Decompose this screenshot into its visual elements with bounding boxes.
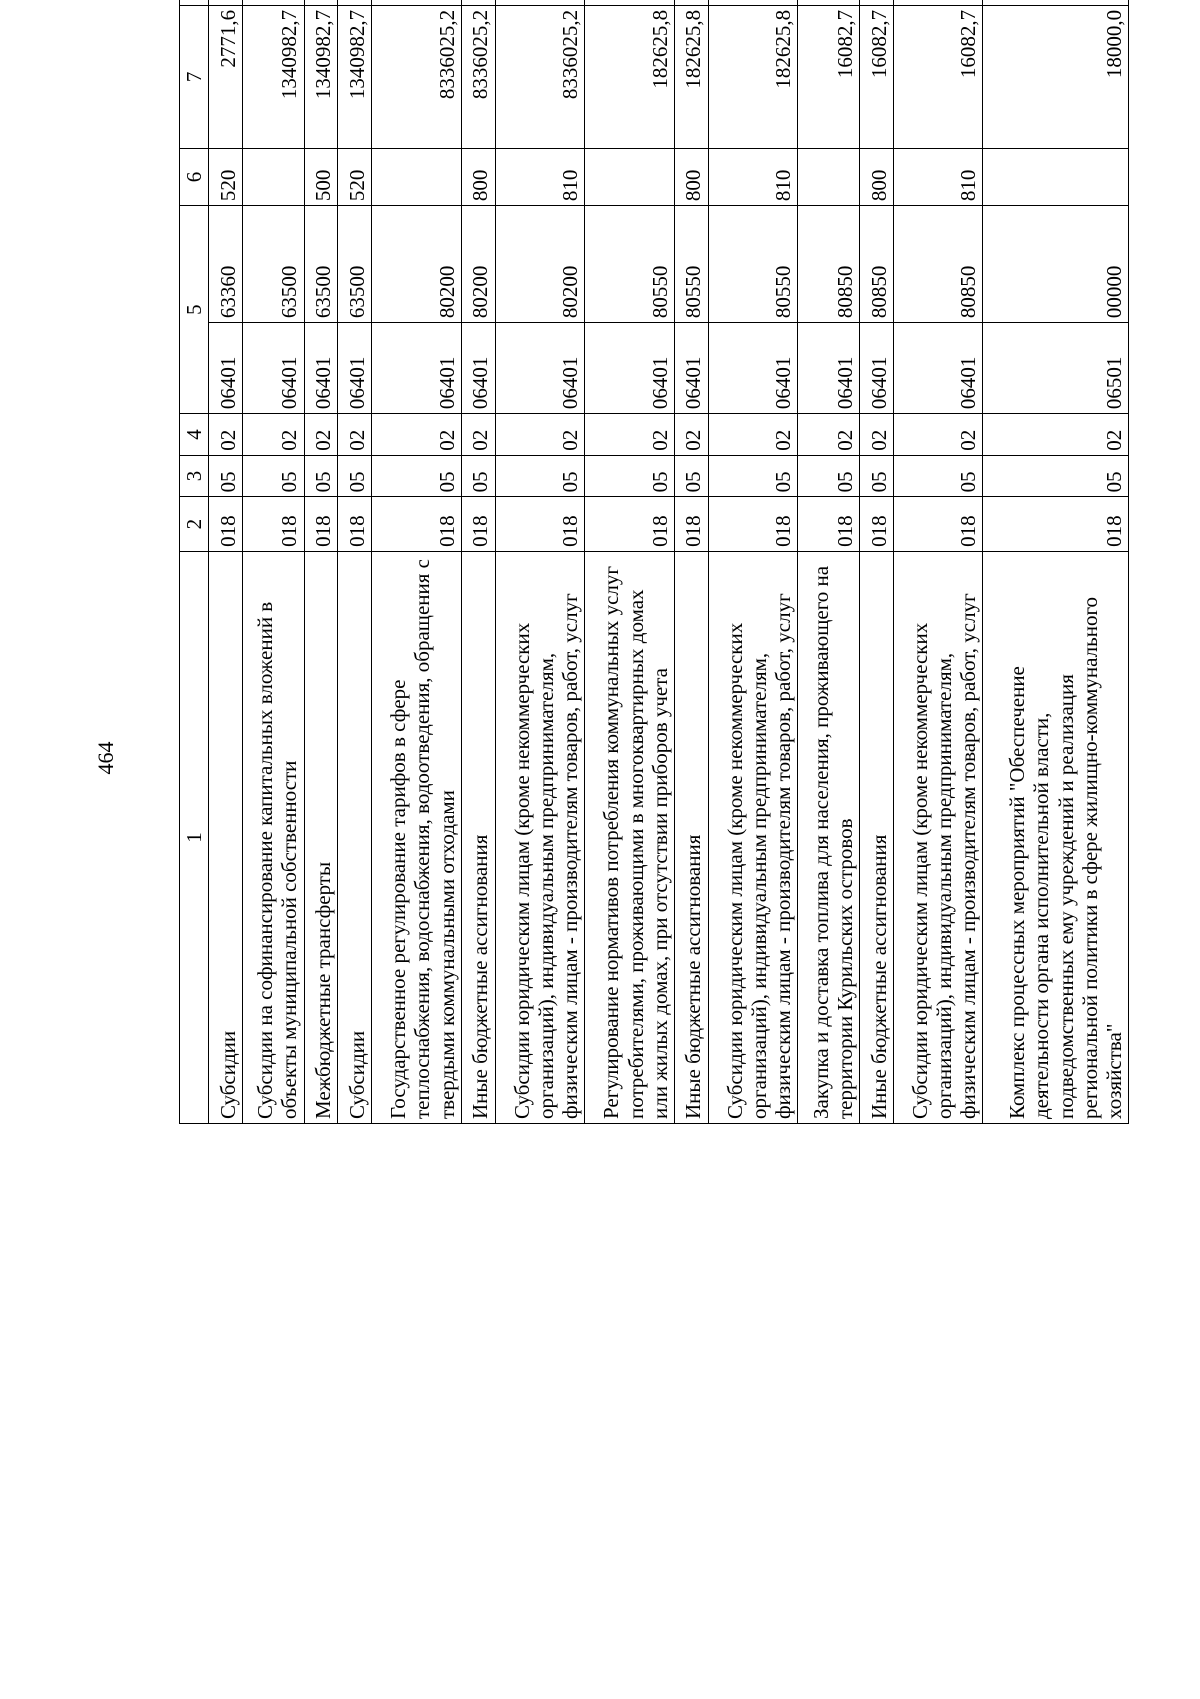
amount-col7-cell: 182625,8	[585, 5, 675, 148]
ministry-code-cell: 018	[372, 497, 462, 552]
table-row	[674, 0, 708, 1124]
amount-col8-cell	[461, 0, 495, 5]
row-name-cell: Комплекс процессных мероприятий "Обеспечение деятельности органа исполнительной власти, подведомственных ему учреждений и реализация региональной политики в сфере жилищно-коммунального хозяйства"	[983, 551, 1129, 1123]
subsection-code-cell: 02	[495, 414, 585, 456]
amount-col7-cell: 8336025,2	[372, 5, 462, 148]
expense-type-cell	[242, 148, 304, 205]
item-code-cell: 80850	[893, 206, 983, 323]
header-col-6: 6	[180, 148, 209, 205]
amount-col7-cell: 182625,8	[708, 5, 798, 148]
ministry-code-cell: 018	[983, 497, 1129, 552]
item-code-cell: 63500	[242, 206, 304, 323]
table-row	[708, 0, 798, 1124]
program-code-cell: 06401	[674, 323, 708, 414]
ministry-code-cell: 018	[798, 497, 860, 552]
amount-col8-cell	[338, 0, 372, 5]
amount-col8-cell	[798, 0, 860, 5]
program-code-cell: 06401	[798, 323, 860, 414]
table-row	[304, 0, 338, 1124]
item-code-cell: 80550	[674, 206, 708, 323]
expense-type-cell: 810	[495, 148, 585, 205]
program-code-cell: 06401	[893, 323, 983, 414]
subsection-code-cell: 02	[708, 414, 798, 456]
row-name-cell: Межбюджетные трансферты	[304, 551, 338, 1123]
subsection-code-cell: 02	[209, 414, 243, 456]
header-col-1: 1	[180, 551, 209, 1123]
amount-col7-cell: 16082,7	[893, 5, 983, 148]
row-name-cell: Иные бюджетные ассигнования	[859, 551, 893, 1123]
expense-type-cell: 800	[674, 148, 708, 205]
header-col-2: 2	[180, 497, 209, 552]
subsection-code-cell: 02	[798, 414, 860, 456]
section-code-cell: 05	[893, 455, 983, 497]
program-code-cell: 06401	[338, 323, 372, 414]
row-name-cell: Регулирование нормативов потребления коммунальных услуг потребителями, проживающими в многоквартирных домах или жилых домах, при отсутствии приборов учета	[585, 551, 675, 1123]
amount-col7-cell: 182625,8	[674, 5, 708, 148]
ministry-code-cell: 018	[585, 497, 675, 552]
expense-type-cell: 520	[209, 148, 243, 205]
subsection-code-cell: 02	[338, 414, 372, 456]
header-col-3: 3	[180, 455, 209, 497]
row-name-cell: Иные бюджетные ассигнования	[674, 551, 708, 1123]
expense-type-cell: 520	[338, 148, 372, 205]
amount-col8-cell	[304, 0, 338, 5]
subsection-code-cell: 02	[674, 414, 708, 456]
expense-type-cell: 810	[708, 148, 798, 205]
ministry-code-cell: 018	[893, 497, 983, 552]
amount-col8-cell	[585, 0, 675, 5]
expense-type-cell	[798, 148, 860, 205]
amount-col8-cell	[708, 0, 798, 5]
row-name-cell: Субсидии юридическим лицам (кроме некоммерческих организаций), индивидуальным предпринимателям, физическим лицам - производителям товаров, работ, услуг	[495, 551, 585, 1123]
header-col-5: 5	[180, 206, 209, 414]
table-row	[983, 0, 1129, 1124]
program-code-cell: 06401	[859, 323, 893, 414]
ministry-code-cell: 018	[304, 497, 338, 552]
amount-col8-cell	[674, 0, 708, 5]
table-row	[585, 0, 675, 1124]
expense-type-cell: 500	[304, 148, 338, 205]
row-name-cell: Субсидии юридическим лицам (кроме некоммерческих организаций), индивидуальным предпринимателям, физическим лицам - производителям товаров, работ, услуг	[708, 551, 798, 1123]
row-name-cell: Субсидии	[209, 551, 243, 1123]
program-code-cell: 06401	[209, 323, 243, 414]
amount-col7-cell: 16082,7	[859, 5, 893, 148]
ministry-code-cell: 018	[461, 497, 495, 552]
subsection-code-cell: 02	[242, 414, 304, 456]
program-code-cell: 06401	[304, 323, 338, 414]
amount-col8-cell	[983, 0, 1129, 5]
amount-col7-cell: 8336025,2	[495, 5, 585, 148]
section-code-cell: 05	[983, 455, 1129, 497]
subsection-code-cell: 02	[461, 414, 495, 456]
budget-table	[179, 0, 1129, 1124]
subsection-code-cell: 02	[585, 414, 675, 456]
subsection-code-cell: 02	[372, 414, 462, 456]
program-code-cell: 06401	[372, 323, 462, 414]
table-row	[859, 0, 893, 1124]
page-number: 464	[93, 741, 118, 775]
header-col-8	[180, 0, 209, 5]
amount-col8-cell	[859, 0, 893, 5]
section-code-cell: 05	[708, 455, 798, 497]
program-code-cell: 06401	[461, 323, 495, 414]
item-code-cell: 63500	[338, 206, 372, 323]
budget-table-container	[179, 0, 1129, 1124]
row-name-cell: Закупка и доставка топлива для населения, проживающего на территории Курильских островов	[798, 551, 860, 1123]
section-code-cell: 05	[372, 455, 462, 497]
program-code-cell: 06401	[495, 323, 585, 414]
header-col-4: 4	[180, 414, 209, 456]
ministry-code-cell: 018	[242, 497, 304, 552]
header-row	[180, 0, 209, 1124]
row-name-cell: Субсидии юридическим лицам (кроме некоммерческих организаций), индивидуальным предпринимателям, физическим лицам - производителям товаров, работ, услуг	[893, 551, 983, 1123]
expense-type-cell: 810	[893, 148, 983, 205]
table-row	[242, 0, 304, 1124]
amount-col8-cell	[209, 0, 243, 5]
program-code-cell: 06401	[585, 323, 675, 414]
expense-type-cell: 800	[461, 148, 495, 205]
amount-col8-cell	[893, 0, 983, 5]
subsection-code-cell: 02	[893, 414, 983, 456]
amount-col7-cell: 2771,6	[209, 5, 243, 148]
expense-type-cell	[585, 148, 675, 205]
item-code-cell: 80200	[495, 206, 585, 323]
section-code-cell: 05	[798, 455, 860, 497]
item-code-cell: 00000	[983, 206, 1129, 323]
ministry-code-cell: 018	[708, 497, 798, 552]
amount-col7-cell: 1340982,7	[338, 5, 372, 148]
item-code-cell: 80850	[859, 206, 893, 323]
program-code-cell: 06501	[983, 323, 1129, 414]
section-code-cell: 05	[495, 455, 585, 497]
item-code-cell: 80550	[708, 206, 798, 323]
section-code-cell: 05	[859, 455, 893, 497]
amount-col8-cell	[495, 0, 585, 5]
section-code-cell: 05	[209, 455, 243, 497]
table-row	[461, 0, 495, 1124]
item-code-cell: 63360	[209, 206, 243, 323]
expense-type-cell: 800	[859, 148, 893, 205]
table-body	[209, 0, 1129, 1124]
table-row	[798, 0, 860, 1124]
section-code-cell: 05	[242, 455, 304, 497]
ministry-code-cell: 018	[495, 497, 585, 552]
item-code-cell: 80850	[798, 206, 860, 323]
subsection-code-cell: 02	[859, 414, 893, 456]
ministry-code-cell: 018	[859, 497, 893, 552]
row-name-cell: Субсидии на софинансирование капитальных вложений в объекты муниципальной собственности	[242, 551, 304, 1123]
amount-col7-cell: 16082,7	[798, 5, 860, 148]
expense-type-cell	[983, 148, 1129, 205]
section-code-cell: 05	[461, 455, 495, 497]
section-code-cell: 05	[304, 455, 338, 497]
table-row	[209, 0, 243, 1124]
header-col-7: 7	[180, 5, 209, 148]
item-code-cell: 63500	[304, 206, 338, 323]
section-code-cell: 05	[338, 455, 372, 497]
amount-col8-cell	[242, 0, 304, 5]
amount-col7-cell: 1340982,7	[242, 5, 304, 148]
row-name-cell: Государственное регулирование тарифов в сфере теплоснабжения, водоснабжения, водоотведения, обращения с твердыми коммунальными отходами	[372, 551, 462, 1123]
amount-col8-cell	[372, 0, 462, 5]
table-row	[495, 0, 585, 1124]
section-code-cell: 05	[585, 455, 675, 497]
program-code-cell: 06401	[708, 323, 798, 414]
row-name-cell: Субсидии	[338, 551, 372, 1123]
subsection-code-cell: 02	[304, 414, 338, 456]
section-code-cell: 05	[674, 455, 708, 497]
amount-col7-cell: 1340982,7	[304, 5, 338, 148]
ministry-code-cell: 018	[338, 497, 372, 552]
program-code-cell: 06401	[242, 323, 304, 414]
amount-col7-cell: 18000,0	[983, 5, 1129, 148]
amount-col7-cell: 8336025,2	[461, 5, 495, 148]
table-row	[338, 0, 372, 1124]
table-row	[893, 0, 983, 1124]
row-name-cell: Иные бюджетные ассигнования	[461, 551, 495, 1123]
item-code-cell: 80550	[585, 206, 675, 323]
item-code-cell: 80200	[372, 206, 462, 323]
expense-type-cell	[372, 148, 462, 205]
ministry-code-cell: 018	[674, 497, 708, 552]
subsection-code-cell: 02	[983, 414, 1129, 456]
table-row	[372, 0, 462, 1124]
ministry-code-cell: 018	[209, 497, 243, 552]
item-code-cell: 80200	[461, 206, 495, 323]
